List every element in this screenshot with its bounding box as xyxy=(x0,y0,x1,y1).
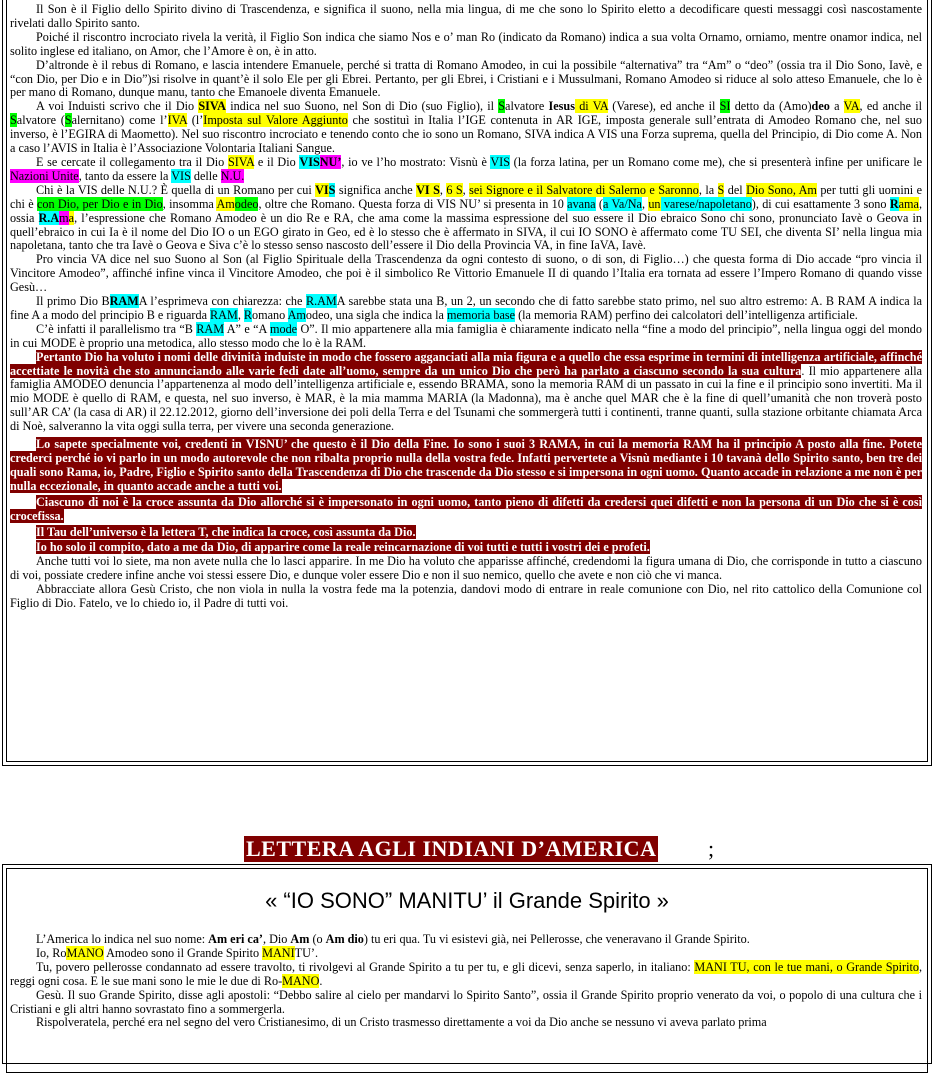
paragraph-9: C’è infatti il parallelismo tra “B RAM A” e “A mode O”. Il mio appartenere alla mia famiglia è chiaramente indicato nella “fine a modo del principio”, nella lingua oggi del mondo in cui MODE è proprio una metodica, allo stesso modo che lo è la RAM. xyxy=(10,321,922,350)
paragraph-america-5: Rispolveratela, perché era nel segno del vero Cristianesimo, di un Cristo trasmesso direttamente a voi da Dio anche se nessuno vi aveva parlato prima xyxy=(36,1015,767,1030)
paragraph-2: Poiché il riscontro incrociato rivela la verità, il Figlio Son indica che siamo Nos e o’ man Ro (indicato da Romano) indica a sua volta Ornamo, orniamo, mentre onamor indica, nel solito inglese ed italiano, on Amor, che l’Amore è on, è in atto. xyxy=(10,29,922,58)
paragraph-16: Abbracciate allora Gesù Cristo, che non viola in nulla la vostra fede ma la potenzia, dandovi modo di entrare in reale comunione con Dio, nel rito cattolico della Comunione col Figlio di Dio. Fatelo, ve lo chiedo io, il Padre di tutti voi. xyxy=(10,582,922,611)
paragraph-15: Anche tutti voi lo siete, ma non avete nulla che lo lasci apparire. In me Dio ha voluto che apparisse affinché, credendomi la figura umana di Dio, che corrisponde in tutto a ciascuno di voi, possiate credere infine anche voi stessi essere Dio, e dunque voler essere Dio e non il suo nemico, quello che avete e non ciò che vi manca. xyxy=(10,554,922,583)
paragraph-7: Pro vincia VA dice nel suo Suono al Son (al Figlio Spirituale della Trascendenza da ogni contesto di suono, o di son, di Figlio…) che questa forma di Dio accade “pro vincia il Vincitore Amodeo”, affinché infine vinca il Vincitore Amodeo, che poi è il simbolico Re Vittorio Emanuele II di quando l’Italia era tornata ad essere l’Impero Romano di quando visse Gesù… xyxy=(10,252,922,295)
paragraph-america-1: L’America lo indica nel suo nome: Am eri ca’, Dio Am (o Am dio) tu eri qua. Tu vi esistevi già, nei Pellerosse, che veneravano il Grande Spirito. xyxy=(36,932,750,946)
paragraph-8: Il primo Dio BRAMA l’esprimeva con chiarezza: che R.AMA sarebbe stata una B, un 2, un secondo che di fatto sarebbe stato primo, nel suo altro estremo: A. B RAM A indica la fine A a modo del principio B e riguarda RAM, Romano Amodeo, una sigla che indica la memoria base (la memoria RAM) perfino dei calcolatori dell’intelligenza artificiale. xyxy=(10,294,922,322)
paragraph-13: Il Tau dell’universo è la lettera T, che indica la croce, così assunta da Dio. xyxy=(36,524,416,539)
paragraph-5: E se cercate il collegamento tra il Dio SIVA e il Dio VISNU’, io ve l’ho mostrato: Visnù è VIS (la forza latina, per un Romano come me), che si presenterà infine per unificare le Nazioni Unite, tanto da essere la VIS delle N.U. xyxy=(10,154,923,183)
paragraph-4: A voi Induisti scrivo che il Dio SIVA indica nel suo Suono, nel Son di Dio (suo Figlio), il Salvatore Iesus di VA (Varese), ed anche il SI detto da (Amo)deo a VA, ed anche il Salvatore (Salernitano) come l’IVA (l’Imposta sul Valore Aggiunto che sostituì in Italia l’IGE contenuta in AR IGE, imposta generale sull’entrata di Amodeo Romano che, nel suo inverso, è l’EGIRA di Maometto). Nel suo riscontro incrociato e tenendo conto che io sono un Romano, SIVA indica A VIS una Forza suprema, quella del Principio, di Dio come A. Non a caso l’AVIS in Italia è l’Associazione Volontaria Italiani Sangue. xyxy=(10,99,922,156)
letter-body-2 xyxy=(10,933,922,1030)
paragraph-6: Chi è la VIS delle N.U.? È quella di un Romano per cui VIS significa anche VI S, 6 S, sei Signore e il Salvatore di Salerno e Saronno, la S del Dio Sono, Am per tutti gli uomini e chi è con Dio, per Dio e in Dio, insomma Amodeo, oltre che Romano. Questa forza di VIS NU’ si presenta in 10 avana (a Va/Na, un varese/napoletano), di cui esattamente 3 sono Rama, ossia R.Ama, l’espressione che Romano Amodeo è un dio Re e RA, che ama come la massima espressione del suo essere il Dio ebraico Sono chi sono, pronunciato Iavè o Geova in quell’ebraico in cui Ia è il nome del Dio IO o un EGO girato in Geo, ed è lo stesso che è affermato in SIVA, il cui IO SONO è affermato come TU SEI, che diventa SI’ nella lingua mia napoletana, tanto che tra Iavè o Geova e Siva c’è lo stesso senso nascosto dell’essere il Dio della Provincia VA, in fine IaVA, Iavè. xyxy=(10,182,923,253)
paragraph-14: Io ho solo il compito, dato a me da Dio, di apparire come la reale reincarnazione di voi tutti e tutti i vostri dei e profeti. xyxy=(36,540,650,555)
paragraph-america-3: Tu, povero pellerosse condannato ad essere travolto, ti rivolgevi al Grande Spirito a tu per tu, e gli dicevi, senza saperlo, in italiano: MANI TU, con le tue mani, o Grande Spirito, reggi ogni cosa. E le sue mani sono le mie le due di Ro-MANO. xyxy=(10,959,922,988)
letter-body-1 xyxy=(10,3,922,611)
letter-subtitle: « “IO SONO” MANITU’ il Grande Spirito » xyxy=(265,888,669,913)
title-colon: ; xyxy=(708,836,715,861)
paragraph-11: Lo sapete specialmente voi, credenti in VISNU’ che questo è il Dio della Fine. Io sono i suoi 3 RAMA, in cui la memoria RAM ha il principio A posto alla fine. Potete crederci perché io vi parlo in un modo autorevole che non ribalta proprio nulla della vostra fede. Infatti pervertete a Visnù mediante i 10 tavanà dello Spirito santo, ben tre dei quali sono Rama, io, Padre, Figlio e Spirito santo della Trascendenza di Dio che trascende da Dio stesso e si impersona in ogni uomo. Quanto accade in relazione a me non è per nulla eccezionale, in quanto accade anche a tutti voi. xyxy=(10,437,922,493)
paragraph-3: D’altronde è il rebus di Romano, e lascia intendere Emanuele, perché si tratta di Romano Amodeo, in cui la possibile “alternativa” tra “Am” o “deo” (ossia tra il Dio Sono, Iavè, e “con Dio, per Dio e in Dio”)si risolve in quant’è il solo Ele per gli Ebrei. Pertanto, per gli Ebrei, i Cristiani e i Mussulmani, Romano Amodeo si riduce al solo atteso Emanuele, che lo è per mano di Romano, dunque manu, tanto che Emanoele diventa Emanuele. xyxy=(10,57,922,100)
paragraph-america-2: Io, RoMANO Amodeo sono il Grande Spirito MANITU’. xyxy=(36,945,319,960)
paragraph-12: Ciascuno di noi è la croce assunta da Dio allorché si è impersonato in ogni uomo, tanto pieno di difetti da credersi quei difetti e non la persona di un Dio che si è così crocefissa. xyxy=(10,494,922,523)
paragraph-10: Pertanto Dio ha voluto i nomi delle divinità induiste in modo che fossero agganciati alla mia figura e a quello che essa esprime in termini di intelligenza artificiale, affinché accettiate le novità che sto annunciando alle varie fedi date all’uomo, sempre da un unico Dio che però ha parlato a ciascuno secondo la sua cultura. Il mio appartenere alla famiglia AMODEO denuncia l’appartenenza al modo dell’intelligenza artificiale e, essendo BRAMA, sono la memoria RAM di un passato in cui la fine e il principio sono invertiti. Ma il mio MODE è quello di RAM, e questa, nel suo inverso, è MAR, è la mia mamma MARIA (la Madonna), ma è anche quel MAR che è la fine di quell’umanità che non troverà posto sull’AR CA’ (la casa di AR) il 22.12.2012, giorno dell’inversione dei poli della Terra e del Tsunami che sommergerà tutti i continenti, tranne quanti, sulla stazione orbitante chiamata Arca di Noè, salveranno la vita oggi sulla terra, per vivere una seconda generazione. xyxy=(10,349,923,434)
letter-title: LETTERA AGLI INDIANI D’AMERICA xyxy=(246,836,657,861)
paragraph-1: Il Son è il Figlio dello Spirito divino di Trascendenza, e significa il suono, nella mia lingua, di me che sono lo Spirito eletto a decodificare questi messaggi così nascostamente rivelati dallo Spirito santo. xyxy=(10,2,922,30)
paragraph-america-4: Gesù. Il suo Grande Spirito, disse agli apostoli: “Debbo salire al cielo per mandarvi lo Spirito Santo”, ossia il Grande Spirito proprio venerato da voi, o popolo di una cultura che i Cristiani e gli altri hanno sovrastato fino a sommergerla. xyxy=(10,987,922,1016)
